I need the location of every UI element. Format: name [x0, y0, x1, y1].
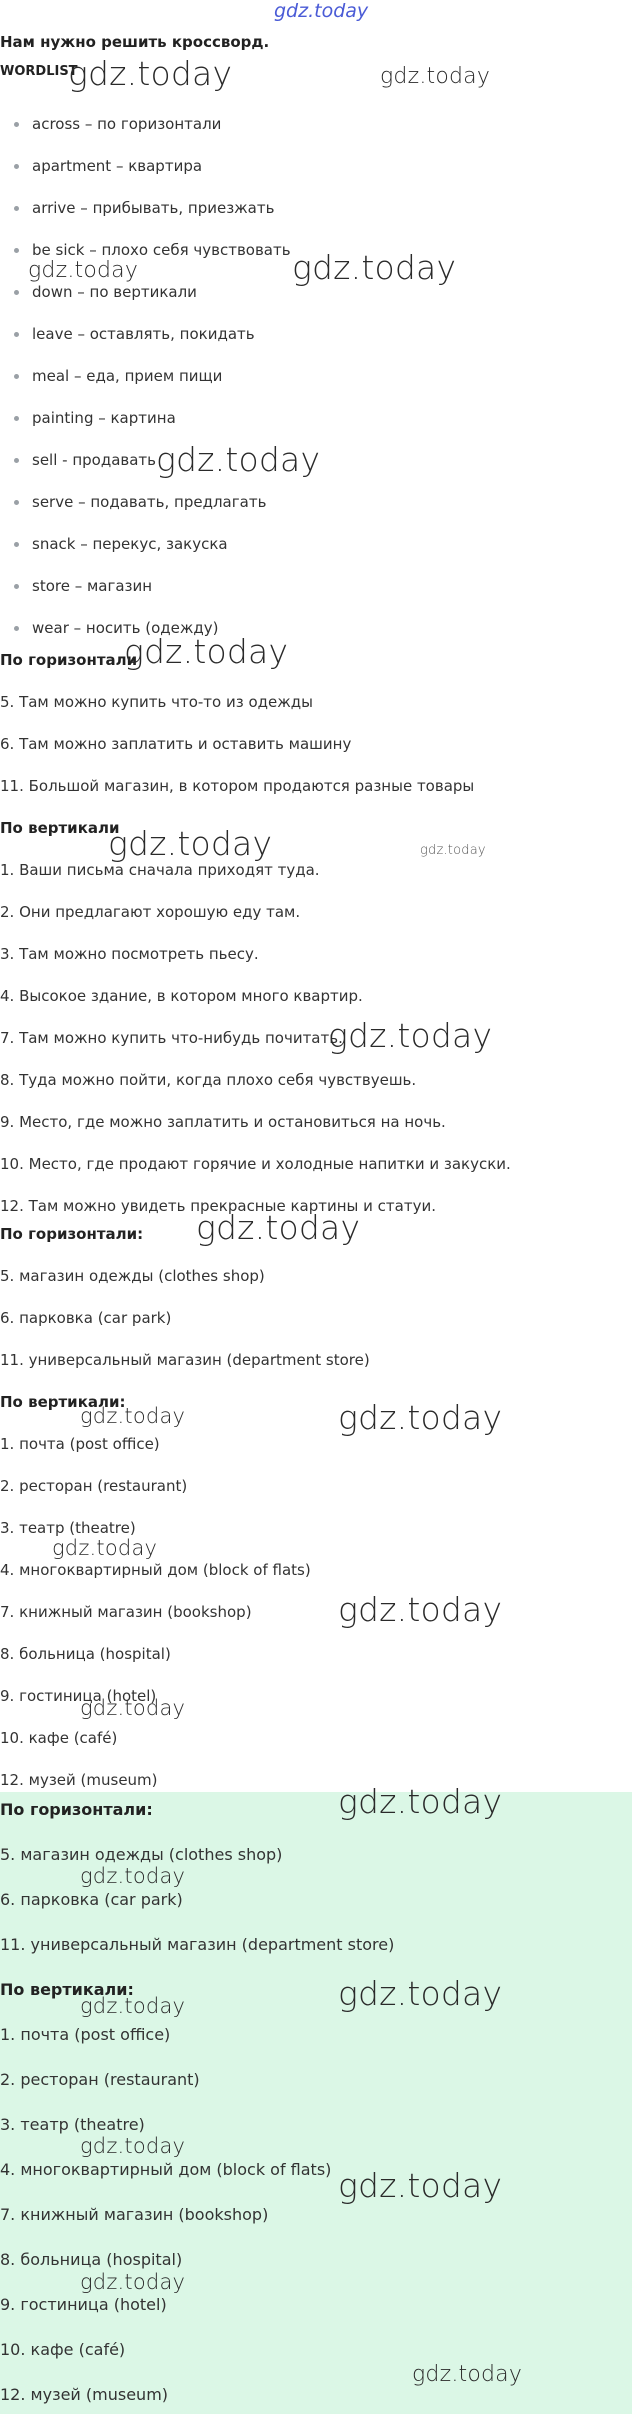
- answers-across-heading: По горизонтали:: [0, 1225, 144, 1243]
- answer-down: 2. ресторан (restaurant): [0, 1477, 188, 1495]
- watermark: gdz.today: [380, 64, 491, 89]
- answer-down: 12. музей (museum): [0, 2385, 169, 2404]
- page-title: Нам нужно решить кроссворд.: [0, 33, 270, 51]
- bullet: [14, 458, 19, 463]
- wordlist-item: be sick – плохо себя чувствовать: [32, 241, 291, 259]
- watermark: gdz.today: [80, 1994, 186, 2018]
- answer-down: 1. почта (post office): [0, 2025, 171, 2044]
- watermark: gdz.today: [80, 2134, 186, 2158]
- wordlist-item: arrive – прибывать, приезжать: [32, 199, 275, 217]
- clue-down: 2. Они предлагают хорошую еду там.: [0, 903, 301, 921]
- watermark: gdz.today: [338, 2166, 503, 2205]
- wordlist-item: wear – носить (одежду): [32, 619, 219, 637]
- clue-down: 1. Ваши письма сначала приходят туда.: [0, 861, 320, 879]
- watermark: gdz.today: [156, 440, 321, 479]
- watermark: gdz.today: [420, 843, 486, 858]
- wordlist-item: sell - продавать: [32, 451, 157, 469]
- answer-down: 10. кафе (café): [0, 1729, 118, 1747]
- wordlist-item: apartment – квартира: [32, 157, 203, 175]
- bullet: [14, 500, 19, 505]
- answers-across-heading: По горизонтали:: [0, 1800, 153, 1819]
- answer-down: 7. книжный магазин (bookshop): [0, 1603, 252, 1621]
- answer-across: 11. универсальный магазин (department store): [0, 1935, 395, 1954]
- answer-down: 9. гостиница (hotel): [0, 2295, 167, 2314]
- wordlist-item: meal – еда, прием пищи: [32, 367, 223, 385]
- bullet: [14, 122, 19, 127]
- clue-down: 7. Там можно купить что-нибудь почитать.: [0, 1029, 343, 1047]
- wordlist-item: leave – оставлять, покидать: [32, 325, 255, 343]
- watermark: gdz.today: [80, 1696, 186, 1720]
- wordlist-item: serve – подавать, предлагать: [32, 493, 267, 511]
- wordlist-item: down – по вертикали: [32, 283, 197, 301]
- clue-down: 12. Там можно увидеть прекрасные картины и статуи.: [0, 1197, 436, 1215]
- clues-across-heading: По горизонтали: [0, 651, 138, 669]
- answer-across: 11. универсальный магазин (department store): [0, 1351, 370, 1369]
- answer-down: 4. многоквартирный дом (block of flats): [0, 2160, 332, 2179]
- answer-across: 6. парковка (car park): [0, 1890, 183, 1909]
- wordlist-item: painting – картина: [32, 409, 176, 427]
- answer-down: 8. больница (hospital): [0, 2250, 183, 2269]
- wordlist-item: across – по горизонтали: [32, 115, 222, 133]
- answer-across: 5. магазин одежды (clothes shop): [0, 1267, 265, 1285]
- answers-down-heading: По вертикали:: [0, 1980, 134, 1999]
- answer-down: 2. ресторан (restaurant): [0, 2070, 200, 2089]
- clue-across: 6. Там можно заплатить и оставить машину: [0, 735, 352, 753]
- watermark: gdz.today: [328, 1016, 493, 1055]
- answer-down: 1. почта (post office): [0, 1435, 160, 1453]
- watermark: gdz.today: [412, 2362, 523, 2387]
- bullet: [14, 206, 19, 211]
- watermark: gdz.today: [80, 2270, 186, 2294]
- bullet: [14, 626, 19, 631]
- answer-down: 3. театр (theatre): [0, 1519, 136, 1537]
- watermark: gdz.today: [80, 1864, 186, 1888]
- watermark: gdz.today: [28, 258, 139, 283]
- answer-down: 8. больница (hospital): [0, 1645, 171, 1663]
- answer-down: 12. музей (museum): [0, 1771, 158, 1789]
- watermark: gdz.today: [292, 248, 457, 287]
- clue-down: 3. Там можно посмотреть пьесу.: [0, 945, 259, 963]
- bullet: [14, 248, 19, 253]
- answers-down-heading: По вертикали:: [0, 1393, 126, 1411]
- bullet: [14, 374, 19, 379]
- watermark: gdz.today: [52, 1536, 158, 1560]
- clue-across: 5. Там можно купить что-то из одежды: [0, 693, 313, 711]
- watermark: gdz.today: [124, 632, 289, 671]
- clue-down: 10. Место, где продают горячие и холодные напитки и закуски.: [0, 1155, 511, 1173]
- clue-across: 11. Большой магазин, в котором продаются разные товары: [0, 777, 475, 795]
- clue-down: 9. Место, где можно заплатить и остановиться на ночь.: [0, 1113, 446, 1131]
- watermark: gdz.today: [338, 1398, 503, 1437]
- watermark: gdz.today: [196, 1208, 361, 1247]
- bullet: [14, 416, 19, 421]
- site-logo[interactable]: gdz.today: [274, 0, 369, 22]
- watermark: gdz.today: [108, 824, 273, 863]
- watermark: gdz.today: [68, 54, 233, 93]
- clues-down-heading: По вертикали: [0, 819, 120, 837]
- answer-down: 4. многоквартирный дом (block of flats): [0, 1561, 311, 1579]
- watermark: gdz.today: [338, 1590, 503, 1629]
- wordlist-label: WORDLIST: [0, 64, 78, 79]
- bullet: [14, 290, 19, 295]
- bullet: [14, 542, 19, 547]
- clue-down: 8. Туда можно пойти, когда плохо себя чувствуешь.: [0, 1071, 417, 1089]
- answer-down: 3. театр (theatre): [0, 2115, 145, 2134]
- answer-across: 6. парковка (car park): [0, 1309, 172, 1327]
- answer-down: 9. гостиница (hotel): [0, 1687, 157, 1705]
- wordlist-item: snack – перекус, закуска: [32, 535, 228, 553]
- watermark: gdz.today: [338, 1974, 503, 2013]
- bullet: [14, 164, 19, 169]
- bullet: [14, 584, 19, 589]
- bullet: [14, 332, 19, 337]
- wordlist-item: store – магазин: [32, 577, 153, 595]
- answer-down: 7. книжный магазин (bookshop): [0, 2205, 269, 2224]
- watermark: gdz.today: [80, 1404, 186, 1428]
- answer-across: 5. магазин одежды (clothes shop): [0, 1845, 283, 1864]
- answer-down: 10. кафе (café): [0, 2340, 126, 2359]
- clue-down: 4. Высокое здание, в котором много квартир.: [0, 987, 363, 1005]
- watermark: gdz.today: [338, 1782, 503, 1821]
